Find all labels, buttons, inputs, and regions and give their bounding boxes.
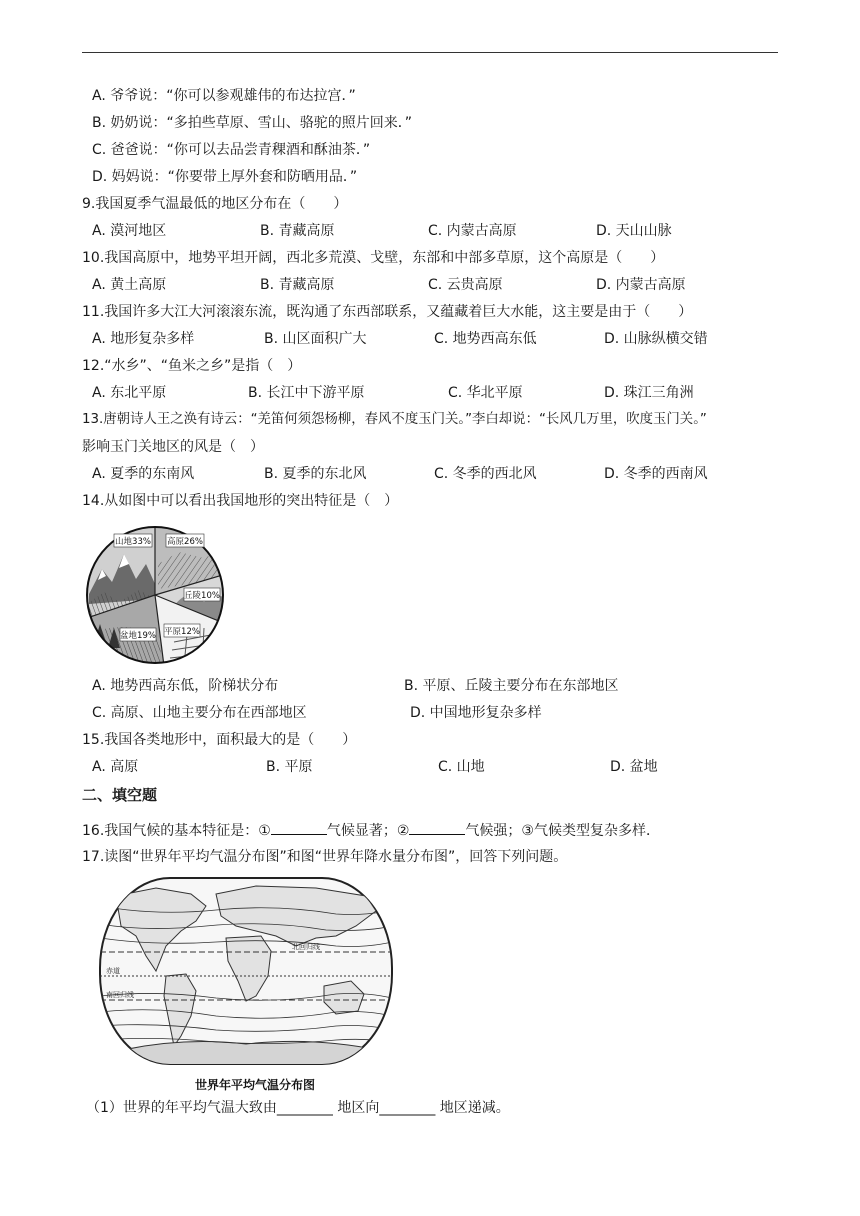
q10-option-c: C. 云贵高原 — [428, 277, 503, 293]
q17-sub1: （1）世界的年平均气温大致由________ 地区向________ 地区递减。 — [86, 1100, 510, 1116]
q13-stem-line2: 影响玉门关地区的风是（ ） — [82, 439, 264, 455]
q9-option-b: B. 青藏高原 — [260, 223, 335, 239]
q15-option-b: B. 平原 — [266, 759, 313, 775]
q11-stem: 11.我国许多大江大河滚滚东流，既沟通了东西部联系，又蕴藏着巨大水能，这主要是由于（ ） — [82, 304, 693, 320]
q11-option-c: C. 地势西高东低 — [434, 331, 537, 347]
q16-blank-2[interactable] — [409, 820, 465, 835]
q17-stem: 17.读图“世界年平均气温分布图”和图“世界年降水量分布图”，回答下列问题。 — [82, 849, 568, 865]
map-caption: 世界年平均气温分布图 — [194, 1078, 316, 1092]
q14-options-row1 — [92, 676, 782, 696]
label-mountain: 山地33% — [115, 537, 151, 547]
label-equator: 赤道 — [106, 967, 120, 975]
q15-option-c: C. 山地 — [438, 759, 485, 775]
label-plateau: 高原26% — [167, 537, 203, 547]
q9-option-c: C. 内蒙古高原 — [428, 223, 517, 239]
q16-prefix: 16.我国气候的基本特征是：① — [82, 823, 271, 839]
q10-option-d: D. 内蒙古高原 — [596, 277, 686, 293]
q15-option-d: D. 盆地 — [610, 759, 658, 775]
q16-suffix: 气候强；③气候类型复杂多样． — [465, 823, 660, 839]
q14-option-c: C. 高原、山地主要分布在西部地区 — [92, 705, 307, 721]
q9-options — [92, 221, 782, 241]
q15-option-a: A. 高原 — [92, 759, 139, 775]
q12-option-d: D. 珠江三角洲 — [604, 385, 694, 401]
label-hills: 丘陵10% — [184, 591, 220, 601]
q12-stem: 12.“水乡”、“鱼米之乡”是指（ ） — [82, 358, 302, 374]
q10-options — [92, 275, 782, 295]
q13-option-b: B. 夏季的东北风 — [264, 466, 367, 482]
header-rule — [82, 52, 778, 53]
q11-option-d: D. 山脉纵横交错 — [604, 331, 708, 347]
q9-option-a: A. 漠河地区 — [92, 223, 167, 239]
q15-options — [92, 757, 782, 777]
label-plain: 平原12% — [164, 627, 200, 637]
q13-options — [92, 464, 782, 484]
q9-option-d: D. 天山山脉 — [596, 223, 672, 239]
q12-option-b: B. 长江中下游平原 — [248, 385, 365, 401]
label-tropic-south: 南回归线 — [106, 991, 134, 999]
q16-mid: 气候显著；② — [326, 823, 410, 839]
world-temperature-map — [96, 876, 396, 1094]
q15-stem: 15.我国各类地形中，面积最大的是（ ） — [82, 732, 357, 748]
q13-stem-line1: 13.唐朝诗人王之涣有诗云：“羌笛何须怨杨柳，春风不度玉门关。”李白却说：“长风几万里，吹度玉门关。” — [82, 412, 707, 427]
q11-option-a: A. 地形复杂多样 — [92, 331, 195, 347]
q16-stem — [82, 820, 660, 841]
q8-option-a: A. 爷爷说：“你可以参观雄伟的布达拉宫．” — [92, 88, 356, 104]
terrain-pie-figure — [84, 524, 226, 666]
q11-options — [92, 329, 782, 349]
section-title-fill-in: 二、填空题 — [82, 786, 158, 804]
q8-option-b: B. 奶奶说：“多拍些草原、雪山、骆驼的照片回来．” — [92, 115, 413, 131]
q13-option-a: A. 夏季的东南风 — [92, 466, 195, 482]
q10-option-b: B. 青藏高原 — [260, 277, 335, 293]
q9-stem: 9.我国夏季气温最低的地区分布在（ ） — [82, 196, 348, 212]
q16-blank-1[interactable] — [271, 820, 327, 835]
q13-option-c: C. 冬季的西北风 — [434, 466, 537, 482]
q10-stem: 10.我国高原中，地势平坦开阔，西北多荒漠、戈壁，东部和中部多草原，这个高原是（ ） — [82, 250, 665, 266]
q8-option-d: D. 妈妈说：“你要带上厚外套和防晒用品．” — [92, 169, 358, 185]
label-basin: 盆地19% — [120, 631, 156, 641]
q12-options — [92, 383, 782, 403]
q8-option-c: C. 爸爸说：“你可以去品尝青稞酒和酥油茶．” — [92, 142, 371, 158]
q14-option-a: A. 地势西高东低，阶梯状分布 — [92, 678, 279, 694]
q14-options-row2 — [92, 703, 782, 723]
q12-option-c: C. 华北平原 — [448, 385, 523, 401]
q14-option-d: D. 中国地形复杂多样 — [410, 705, 542, 721]
q12-option-a: A. 东北平原 — [92, 385, 167, 401]
q13-option-d: D. 冬季的西南风 — [604, 466, 708, 482]
q10-option-a: A. 黄土高原 — [92, 277, 167, 293]
q14-stem: 14.从如图中可以看出我国地形的突出特征是（ ） — [82, 493, 399, 509]
q14-option-b: B. 平原、丘陵主要分布在东部地区 — [404, 678, 619, 694]
label-tropic-north: 北回归线 — [292, 943, 320, 951]
antarctica-shape — [106, 1041, 388, 1076]
q11-option-b: B. 山区面积广大 — [264, 331, 367, 347]
